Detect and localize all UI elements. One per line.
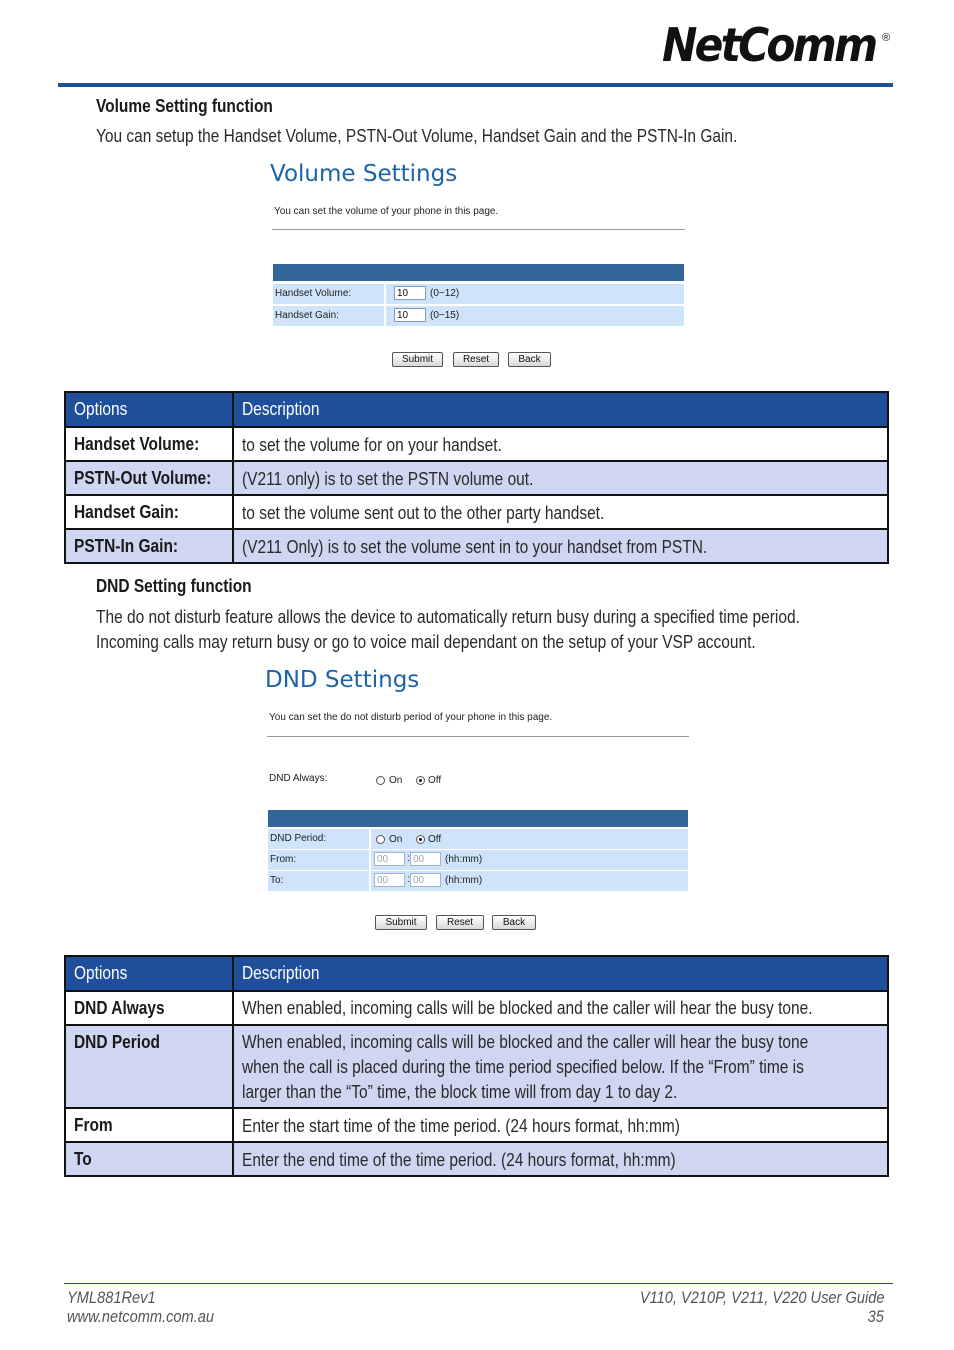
time-separator: : (407, 853, 410, 864)
dnd-to-row (268, 871, 688, 891)
dnd-period-on-label: On (389, 834, 403, 845)
dnd-intro-line-1: The do not disturb feature allows the device to automatically return busy during a specified time period. (96, 607, 800, 627)
dnd-period-on-radio[interactable] (376, 835, 385, 844)
table-row: PSTN-In Gain: (V211 Only) is to set the volume sent in to your handset from PSTN. (65, 529, 888, 563)
handset-volume-row (273, 284, 684, 304)
footer-page-number: 35 (867, 1307, 884, 1326)
volume-section-intro: You can setup the Handset Volume, PSTN-Out Volume, Handset Gain and the PSTN-In Gain. (96, 126, 738, 146)
table-header-row (65, 392, 888, 427)
table-header-row (65, 956, 888, 991)
volume-back-button[interactable]: Back (508, 352, 551, 367)
header-rule (58, 83, 893, 87)
table-row: DND Always When enabled, incoming calls will be blocked and the caller will hear the busy tone. (65, 991, 888, 1025)
dnd-always-off-radio[interactable] (416, 776, 425, 785)
description-column-header: Description (233, 956, 888, 991)
time-separator: : (407, 874, 410, 885)
registered-mark: ® (882, 32, 891, 44)
footer-guide-title: V110, V210P, V211, V220 User Guide (639, 1288, 884, 1307)
volume-section-heading: Volume Setting function (96, 96, 273, 116)
handset-gain-input[interactable]: 10 (394, 308, 426, 322)
handset-gain-range: (0~15) (430, 310, 460, 321)
handset-volume-range: (0~12) (430, 288, 460, 299)
dnd-period-label: DND Period: (270, 833, 327, 844)
dnd-always-label: DND Always: (269, 773, 328, 784)
footer-rule (64, 1283, 893, 1284)
handset-volume-input[interactable]: 10 (394, 286, 426, 300)
options-column-header: Options (65, 956, 233, 991)
dnd-period-row (268, 829, 688, 849)
dnd-to-format-hint: (hh:mm) (445, 875, 483, 886)
dnd-back-button[interactable]: Back (492, 915, 536, 930)
dnd-period-off-label: Off (428, 834, 442, 845)
dnd-from-minute-input[interactable]: 00 (410, 852, 441, 866)
handset-volume-label: Handset Volume: (275, 288, 352, 299)
handset-gain-label: Handset Gain: (275, 310, 339, 321)
footer-website: www.netcomm.com.au (67, 1307, 215, 1326)
dnd-section-heading: DND Setting function (96, 576, 252, 596)
dnd-from-hour-input[interactable]: 00 (374, 852, 405, 866)
dnd-from-label: From: (270, 854, 297, 865)
table-row: PSTN-Out Volume: (V211 only) is to set the PSTN volume out. (65, 461, 888, 495)
footer-doc-code: YML881Rev1 (67, 1288, 156, 1307)
description-column-header: Description (233, 392, 888, 427)
volume-settings-subtitle: You can set the volume of your phone in this page. (274, 206, 499, 217)
volume-settings-divider (272, 229, 685, 230)
volume-reset-button[interactable]: Reset (453, 352, 499, 367)
handset-gain-row (273, 306, 684, 326)
table-row: From Enter the start time of the time period. (24 hours format, hh:mm) (65, 1108, 888, 1142)
dnd-to-hour-input[interactable]: 00 (374, 873, 405, 887)
table-row: Handset Gain: to set the volume sent out to the other party handset. (65, 495, 888, 529)
dnd-from-format-hint: (hh:mm) (445, 854, 483, 865)
dnd-period-off-radio[interactable] (416, 835, 425, 844)
table-row: DND Period When enabled, incoming calls will be blocked and the caller will hear the busy tone when the call is placed during the time period specified below. If the “From” time is larger than the “To” time, the block time will from day 1 to day 2. (65, 1025, 888, 1108)
dnd-to-minute-input[interactable]: 00 (410, 873, 441, 887)
dnd-always-off-label: Off (428, 775, 442, 786)
volume-submit-button[interactable]: Submit (392, 352, 443, 367)
options-column-header: Options (65, 392, 233, 427)
volume-settings-table-header (273, 264, 684, 281)
dnd-always-on-label: On (389, 775, 403, 786)
dnd-settings-table-header (268, 810, 688, 827)
volume-settings-title: Volume Settings (270, 161, 458, 187)
table-row: Handset Volume: to set the volume for on your handset. (65, 427, 888, 461)
dnd-intro-line-2: Incoming calls may return busy or go to voice mail dependant on the setup of your VSP account. (96, 632, 756, 652)
netcomm-logo: NetComm (662, 18, 876, 72)
dnd-settings-divider (267, 736, 689, 737)
dnd-settings-title: DND Settings (265, 667, 420, 693)
dnd-always-on-radio[interactable] (376, 776, 385, 785)
dnd-to-label: To: (270, 875, 284, 886)
dnd-settings-subtitle: You can set the do not disturb period of your phone in this page. (269, 712, 553, 723)
dnd-options-table (64, 955, 889, 1177)
dnd-submit-button[interactable]: Submit (375, 915, 427, 930)
volume-options-table (64, 391, 889, 564)
dnd-reset-button[interactable]: Reset (436, 915, 484, 930)
dnd-from-row (268, 850, 688, 870)
table-row: To Enter the end time of the time period. (24 hours format, hh:mm) (65, 1142, 888, 1176)
